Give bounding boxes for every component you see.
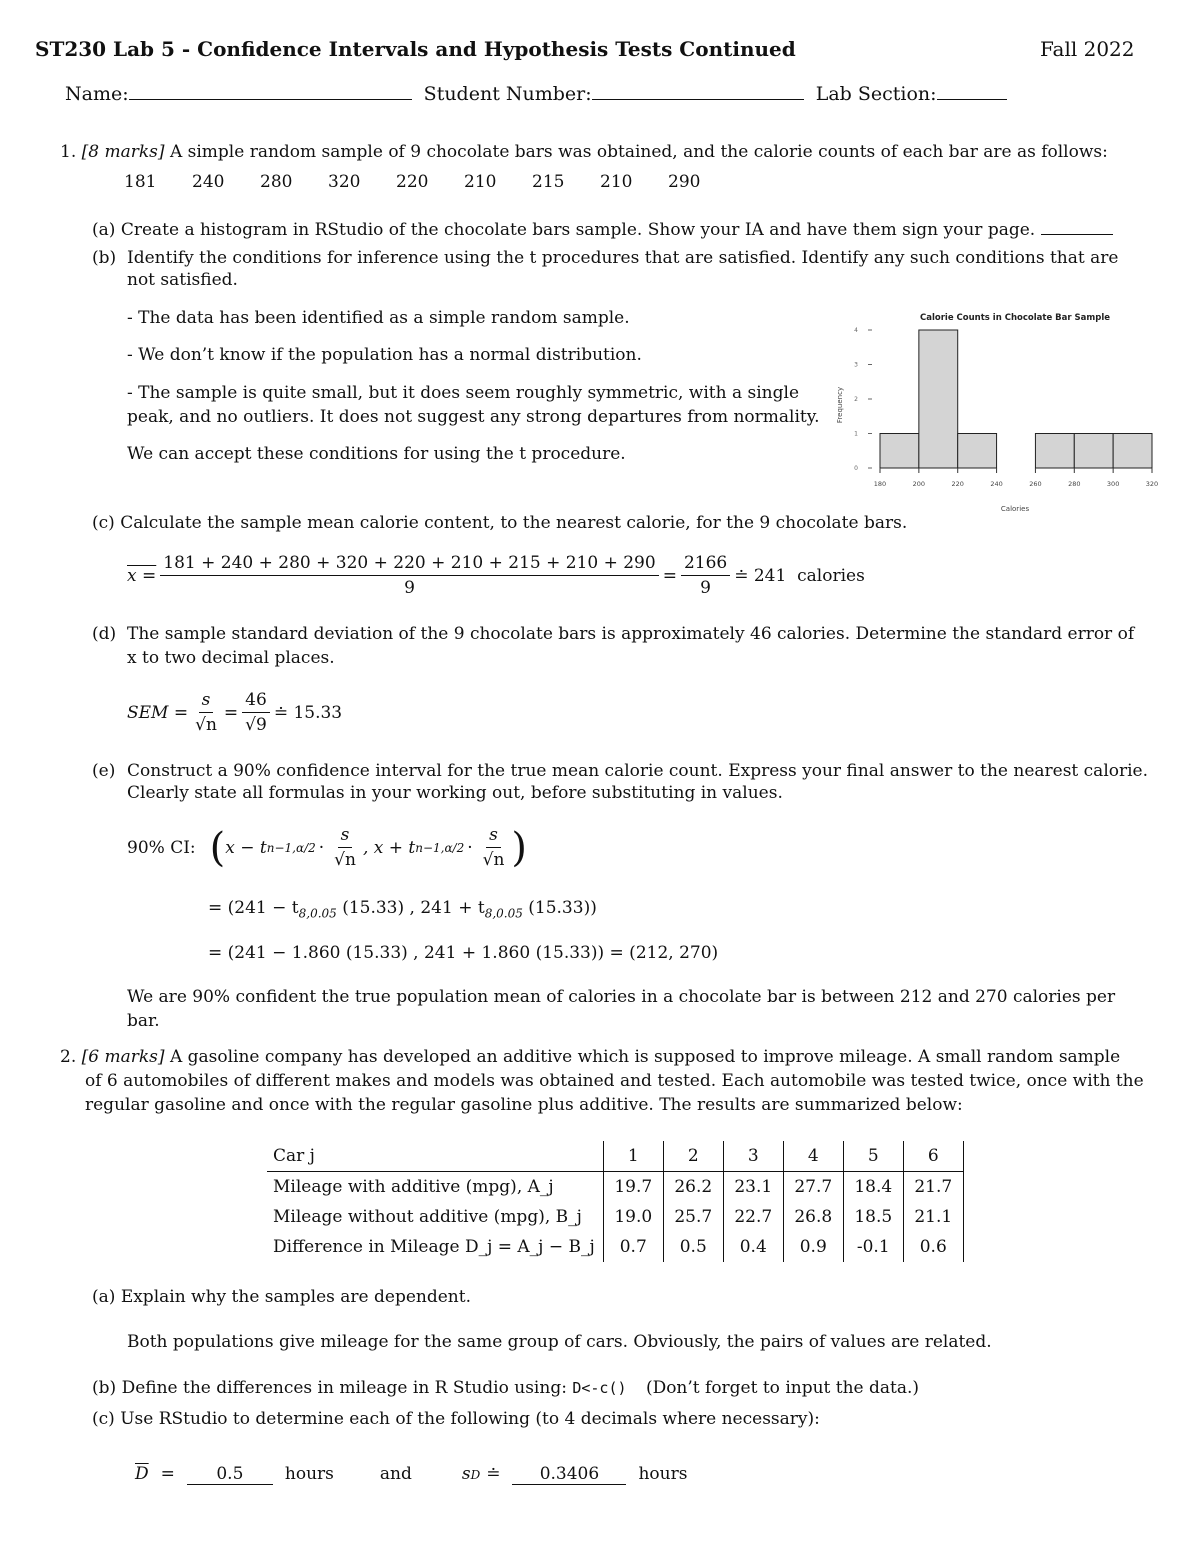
histogram-bar	[880, 434, 919, 469]
mean-fraction	[160, 553, 658, 598]
sem-46: 46	[242, 690, 270, 713]
table-cell: 18.5	[843, 1202, 903, 1232]
histogram-bar	[919, 330, 958, 468]
q2a	[92, 1287, 471, 1307]
table-cell: 0.5	[663, 1232, 723, 1262]
left-paren: (	[209, 824, 226, 871]
table-cell: 3	[723, 1141, 783, 1172]
table-cell: 5	[843, 1141, 903, 1172]
ci-conclusion-1: We are 90% confident the true population mean of calories in a chocolate bar is between 212 and 270 calories per	[127, 987, 1116, 1007]
table-cell: 1	[603, 1141, 663, 1172]
name-row	[65, 81, 1007, 105]
data-value: 215	[532, 172, 565, 192]
table-row	[267, 1172, 963, 1203]
mean-equation	[127, 553, 865, 598]
q2a-text: Explain why the samples are dependent.	[120, 1287, 471, 1307]
ci-fraction-2	[480, 825, 508, 870]
table-cell: 21.1	[903, 1202, 963, 1232]
q1b-answer-3b: peak, and no outliers. It does not suggest any strong departures from normality.	[127, 407, 820, 427]
table-cell: 0.7	[603, 1232, 663, 1262]
q2-text-line2: of 6 automobiles of different makes and models was obtained and tested. Each automobile was tested twice, once with the	[85, 1071, 1144, 1091]
chart-ylabel: Frequency	[836, 386, 844, 424]
q2b-text: Define the differences in mileage in R Studio using:	[121, 1378, 567, 1398]
q2-marks: [6 marks]	[81, 1047, 165, 1067]
q1-text: A simple random sample of 9 chocolate bars was obtained, and the calorie counts of each bar are as follows:	[169, 142, 1108, 162]
data-value: 210	[464, 172, 497, 192]
q2c-text: Use RStudio to determine each of the following (to 4 decimals where necessary):	[120, 1409, 820, 1429]
ci-dot: ·	[318, 837, 325, 858]
table-cell: 0.6	[903, 1232, 963, 1262]
histogram-bar	[958, 434, 997, 469]
q1b-answer-2: - We don’t know if the population has a normal distribution.	[127, 345, 642, 365]
sem-eq: =	[223, 702, 239, 723]
ci-dot-2: ·	[467, 837, 473, 858]
histogram-bar	[1035, 434, 1074, 469]
ci-step-2-end: (15.33))	[528, 898, 597, 918]
table-cell: 0.9	[783, 1232, 843, 1262]
q1d-label: (d)	[92, 624, 117, 644]
mean-numerator: 181 + 240 + 280 + 320 + 220 + 210 + 215 + 210 + 290	[160, 553, 658, 576]
x-tick-label: 320	[1145, 480, 1159, 488]
unit-hours-2: hours	[638, 1464, 688, 1484]
x-tick-label: 280	[1068, 480, 1081, 488]
chart-xlabel: Calories	[1000, 505, 1030, 513]
mean-fraction-2	[681, 553, 730, 598]
ia-signature-field[interactable]	[1041, 216, 1113, 235]
name-field[interactable]	[129, 81, 412, 100]
sd-answer-field[interactable]: 0.3406	[512, 1464, 626, 1485]
table-row	[267, 1202, 963, 1232]
mean-denominator: 9	[404, 578, 415, 598]
q1d-text-line2: x to two decimal places.	[127, 648, 335, 668]
histogram-chart	[830, 305, 1170, 520]
lab-section-label: Lab Section:	[815, 83, 937, 105]
y-tick-label: 4	[854, 327, 858, 334]
mean-eq: =	[662, 565, 677, 586]
x-tick-label: 300	[1106, 480, 1120, 488]
data-value: 220	[396, 172, 429, 192]
q1-marks: [8 marks]	[81, 142, 165, 162]
term-label: Fall 2022	[1040, 37, 1135, 61]
x-tick-label: 200	[912, 480, 926, 488]
sem-sqrt-n: √n	[195, 715, 217, 735]
y-tick-label: 0	[854, 465, 858, 472]
dbar-eq: =	[160, 1464, 175, 1484]
q2a-label: (a)	[92, 1287, 116, 1307]
table-cell: 26.8	[783, 1202, 843, 1232]
q1c-label: (c)	[92, 513, 115, 533]
q2-text-line3: regular gasoline and once with the regular gasoline plus additive. The results are summarized below:	[85, 1095, 963, 1115]
mean-lhs: x =	[127, 565, 157, 586]
mileage-table	[267, 1141, 964, 1262]
dbar-symbol: $\overline{D}$	[135, 1464, 149, 1484]
q2-text-line1: A gasoline company has developed an additive which is supposed to improve mileage. A small random sample	[169, 1047, 1121, 1067]
q2b-note: (Don’t forget to input the data.)	[645, 1378, 920, 1398]
y-tick-label: 1	[854, 430, 858, 438]
q2b-label: (b)	[92, 1378, 117, 1398]
sem-lhs: SEM =	[127, 702, 189, 723]
q2c-label: (c)	[92, 1409, 115, 1429]
q1a	[92, 216, 1113, 240]
sem-result: ≐ 15.33	[273, 702, 343, 723]
table-cell: 6	[903, 1141, 963, 1172]
q1a-label: (a)	[92, 220, 116, 240]
ci-conclusion-2: bar.	[127, 1011, 160, 1031]
mean-numerator-2: 2166	[681, 553, 730, 576]
q2a-answer: Both populations give mileage for the same group of cars. Obviously, the pairs of values are related.	[127, 1332, 992, 1352]
mean-denominator-2: 9	[700, 578, 711, 598]
data-value: 240	[192, 172, 225, 192]
sd-symbol: s	[461, 1464, 471, 1484]
table-cell: 21.7	[903, 1172, 963, 1203]
table-cell: 4	[783, 1141, 843, 1172]
table-cell: 19.0	[603, 1202, 663, 1232]
student-number-label: Student Number:	[423, 83, 592, 105]
y-tick-label: 2	[854, 396, 858, 403]
q1-stem	[60, 142, 1108, 162]
table-cell: 22.7	[723, 1202, 783, 1232]
x-tick-label: 180	[873, 480, 887, 488]
table-cell: 27.7	[783, 1172, 843, 1203]
q1e-text-line1: Construct a 90% confidence interval for the true mean calorie count. Express your final answer to the nearest calorie.	[127, 761, 1149, 781]
data-value: 320	[328, 172, 361, 192]
mean-result: ≐ 241 calories	[734, 565, 865, 586]
q1e-label: (e)	[92, 761, 116, 781]
sem-fraction	[192, 690, 220, 735]
chart-title: Calorie Counts in Chocolate Bar Sample	[919, 313, 1111, 323]
q1b-answer-3a: - The sample is quite small, but it does seem roughly symmetric, with a single	[127, 383, 800, 403]
table-row-label: Difference in Mileage D_j = A_j − B_j	[267, 1232, 603, 1262]
ci-step-2	[208, 898, 597, 920]
sem-fraction-2	[242, 690, 270, 735]
table-cell: 23.1	[723, 1172, 783, 1203]
ci-step-2-sub-1: 8,0.05	[298, 906, 337, 921]
unit-hours-1: hours	[284, 1464, 334, 1484]
table-cell: 19.7	[603, 1172, 663, 1203]
sem-sqrt-9: √9	[245, 715, 267, 735]
ci-sub-2: n−1,α/2	[415, 840, 465, 855]
x-tick-label: 260	[1029, 480, 1042, 488]
r-code: D<-c()	[572, 1379, 627, 1397]
ci-s-2: s	[486, 825, 501, 848]
ci-step-2-sub-2: 8,0.05	[484, 906, 523, 921]
dbar-answer-field[interactable]: 0.5	[187, 1464, 273, 1485]
q1d-text-line1: The sample standard deviation of the 9 chocolate bars is approximately 46 calories. Determine the standard error of	[127, 624, 1135, 644]
sem-equation	[127, 690, 342, 735]
q1b-answer-1: - The data has been identified as a simple random sample.	[127, 308, 630, 328]
q1e-text-line2: Clearly state all formulas in your working out, before substituting in values.	[127, 783, 783, 803]
q1a-text: Create a histogram in RStudio of the chocolate bars sample. Show your IA and have them sign your page.	[120, 220, 1036, 240]
q2c-answers	[127, 1464, 687, 1485]
table-row-label: Car j	[267, 1141, 603, 1172]
table-cell: 2	[663, 1141, 723, 1172]
histogram-bar	[1074, 434, 1113, 469]
ci-fraction-1	[331, 825, 359, 870]
table-row-label: Mileage without additive (mpg), B_j	[267, 1202, 603, 1232]
ci-sub-1: n−1,α/2	[266, 840, 316, 855]
data-value: 280	[260, 172, 293, 192]
data-value: 290	[668, 172, 701, 192]
q1b-text-line2: not satisfied.	[127, 270, 238, 290]
sd-approx: ≐	[486, 1464, 501, 1484]
x-tick-label: 220	[951, 480, 964, 488]
histogram-bar	[1113, 434, 1152, 469]
q1b-answer-4: We can accept these conditions for using the t procedure.	[127, 444, 626, 464]
student-number-field[interactable]	[592, 81, 804, 100]
lab-section-field[interactable]	[937, 81, 1007, 100]
table-cell: -0.1	[843, 1232, 903, 1262]
table-cell: 25.7	[663, 1202, 723, 1232]
q1-data-row	[124, 172, 736, 192]
right-paren: )	[511, 824, 528, 871]
table-row	[267, 1232, 963, 1262]
x-tick-label: 240	[990, 480, 1003, 488]
table-cell: 26.2	[663, 1172, 723, 1203]
ci-step-2-mid: (15.33) , 241 + t	[342, 898, 485, 918]
ci-formula	[127, 825, 527, 870]
name-label: Name:	[65, 83, 129, 105]
q1c	[92, 513, 907, 533]
q1c-text: Calculate the sample mean calorie content, to the nearest calorie, for the 9 chocolate bars.	[120, 513, 908, 533]
page-title: ST230 Lab 5 - Confidence Intervals and Hypothesis Tests Continued	[35, 37, 796, 61]
ci-step-2-start: = (241 − t	[208, 898, 299, 918]
ci-sqrt-n-2: √n	[482, 850, 505, 870]
table-row-label: Mileage with additive (mpg), A_j	[267, 1172, 603, 1203]
ci-left-term: x − t	[225, 837, 267, 858]
q2b	[92, 1378, 919, 1398]
q2-number: 2.	[60, 1047, 77, 1067]
sem-s: s	[199, 690, 214, 713]
sd-subscript: D	[470, 1468, 481, 1482]
ci-step-3: = (241 − 1.860 (15.33) , 241 + 1.860 (15.33)) = (212, 270)	[208, 943, 719, 963]
table-cell: 18.4	[843, 1172, 903, 1203]
ci-sqrt-n-1: √n	[334, 850, 356, 870]
table-row	[267, 1141, 963, 1172]
q1b-text-line1: Identify the conditions for inference using the t procedures that are satisfied. Identify any such conditions that are	[127, 248, 1119, 268]
q1b-label: (b)	[92, 248, 117, 268]
q2c	[92, 1409, 820, 1429]
q2-stem	[60, 1047, 1120, 1067]
y-tick-label: 3	[854, 361, 858, 369]
data-value: 210	[600, 172, 633, 192]
ci-right-term: , x + t	[362, 837, 416, 858]
data-value: 181	[124, 172, 157, 192]
ci-s-1: s	[338, 825, 353, 848]
ci-label: 90% CI:	[127, 837, 196, 858]
table-cell: 0.4	[723, 1232, 783, 1262]
and-text: and	[379, 1464, 412, 1484]
q1-number: 1.	[60, 142, 77, 162]
